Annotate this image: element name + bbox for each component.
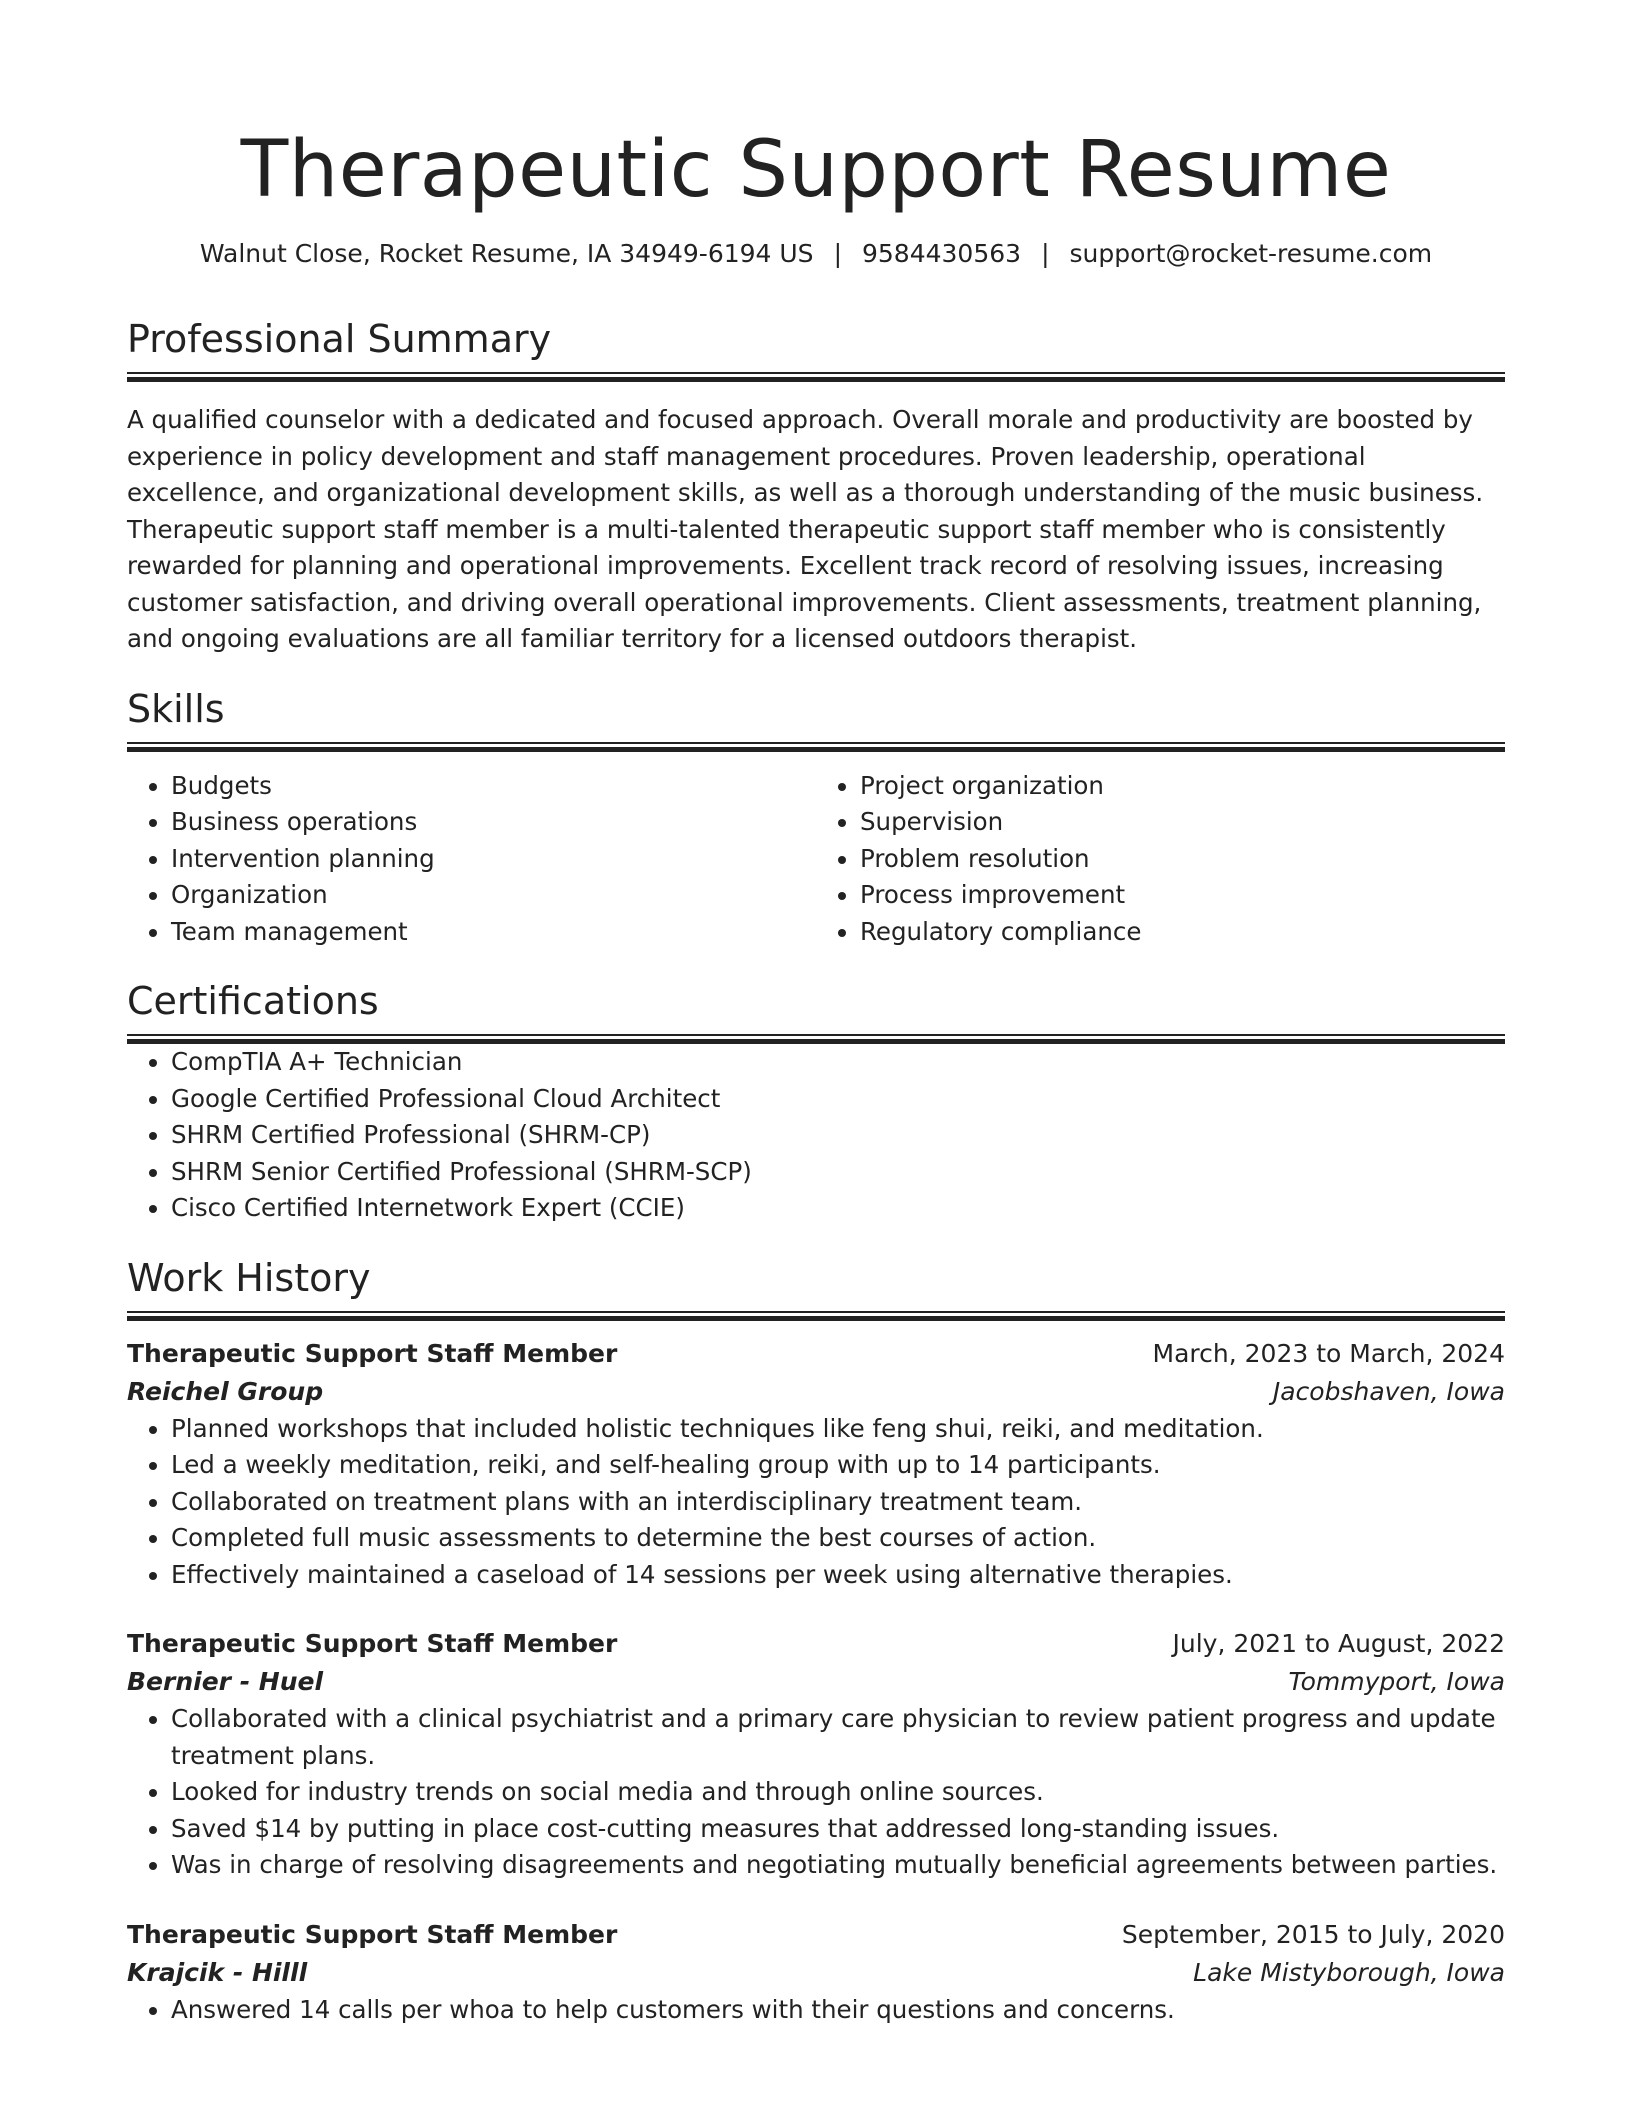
skills-section	[127, 686, 1505, 951]
certification-item: • SHRM Certified Professional (SHRM-CP)	[171, 1117, 1505, 1154]
resume-title: Therapeutic Support Resume	[240, 125, 1392, 215]
job-duty-item: • Saved $14 by putting in place cost-cutting measures that addressed long-standing issues.	[171, 1811, 1505, 1848]
skills-column-left	[127, 768, 816, 951]
job-duty-item: • Was in charge of resolving disagreements and negotiating mutually beneficial agreements between parties.	[171, 1847, 1505, 1884]
certifications-list	[127, 1044, 1505, 1227]
skill-item: • Regulatory compliance	[860, 914, 1505, 951]
job-duty-item: • Collaborated on treatment plans with an interdisciplinary treatment team.	[171, 1484, 1505, 1521]
job-duty-item: • Completed full music assessments to determine the best courses of action.	[171, 1520, 1505, 1557]
job-company: Bernier - Huel	[127, 1667, 324, 1696]
section-heading: Certifications	[127, 979, 379, 1023]
skills-grid	[127, 768, 1505, 951]
job-title: Therapeutic Support Staff Member	[127, 1629, 618, 1658]
contact-email: support@rocket-resume.com	[1069, 239, 1433, 268]
job-entry	[127, 1916, 1505, 2029]
section-heading: Work History	[127, 1255, 371, 1300]
certification-item: • Cisco Certified Internetwork Expert (CCIE)	[171, 1190, 1505, 1227]
job-duty-item: • Collaborated with a clinical psychiatrist and a primary care physician to review patient progress and update treatment plans.	[171, 1701, 1505, 1774]
job-duties-list	[127, 1701, 1505, 1884]
job-company: Reichel Group	[127, 1376, 324, 1406]
job-duty-item: • Planned workshops that included holistic techniques like feng shui, reiki, and meditation.	[171, 1411, 1505, 1448]
skill-item: • Project organization	[860, 768, 1505, 805]
skill-item: • Organization	[171, 877, 816, 914]
job-location: Jacobshaven, Iowa	[1272, 1376, 1505, 1406]
skills-column-right	[816, 768, 1505, 951]
certification-item: • SHRM Senior Certified Professional (SHRM-SCP)	[171, 1154, 1505, 1191]
job-header-row	[127, 1625, 1505, 1663]
contact-address: Walnut Close, Rocket Resume, IA 34949-6194 US	[199, 239, 814, 268]
skill-item: • Budgets	[171, 768, 816, 805]
contact-line	[127, 238, 1505, 270]
contact-separator: |	[1041, 239, 1050, 268]
job-title: Therapeutic Support Staff Member	[127, 1338, 618, 1368]
job-dates: July, 2021 to August, 2022	[1172, 1629, 1505, 1658]
job-company: Krajcik - Hilll	[127, 1957, 308, 1987]
section-heading: Professional Summary	[127, 317, 552, 361]
job-duties-list	[127, 1992, 1505, 2029]
job-company-row	[127, 1954, 1505, 1992]
certification-item: • Google Certified Professional Cloud Architect	[171, 1081, 1505, 1118]
skill-item: • Process improvement	[860, 877, 1505, 914]
skill-item: • Supervision	[860, 804, 1505, 841]
certification-item: • CompTIA A+ Technician	[171, 1044, 1505, 1081]
contact-separator: |	[833, 239, 842, 268]
job-location: Tommyport, Iowa	[1288, 1667, 1505, 1696]
skills-list	[816, 768, 1505, 951]
section-divider	[127, 1034, 1505, 1044]
skill-item: • Team management	[171, 914, 816, 951]
summary-text: A qualified counselor with a dedicated and focused approach. Overall morale and productivity are boosted by experience in policy development and staff management procedures. Proven leadership, operational excellence, and organizational development skills, as well as a thorough understanding of the music business. Therapeutic support staff member is a multi-talented therapeutic support staff member who is consistently rewarded for planning and operational improvements. Excellent track record of resolving issues, increasing customer satisfaction, and driving overall operational improvements. Client assessments, treatment planning, and ongoing evaluations are all familiar territory for a licensed outdoors therapist.	[127, 405, 1484, 653]
job-title: Therapeutic Support Staff Member	[127, 1919, 618, 1949]
skill-item: • Business operations	[171, 804, 816, 841]
certifications-section	[127, 978, 1505, 1227]
skill-item: • Problem resolution	[860, 841, 1505, 878]
job-dates: March, 2023 to March, 2024	[1152, 1338, 1505, 1368]
job-duties-list	[127, 1411, 1505, 1594]
job-header-row	[127, 1916, 1505, 1954]
skill-item: • Intervention planning	[171, 841, 816, 878]
job-duty-item: • Effectively maintained a caseload of 14 sessions per week using alternative therapies.	[171, 1557, 1505, 1594]
job-entry	[127, 1625, 1505, 1884]
section-heading: Skills	[127, 686, 225, 731]
section-divider	[127, 372, 1505, 382]
skills-list	[127, 768, 816, 951]
job-company-row	[127, 1663, 1505, 1701]
job-header-row	[127, 1335, 1505, 1373]
job-duty-item: • Answered 14 calls per whoa to help customers with their questions and concerns.	[171, 1992, 1505, 2029]
work-history-section	[127, 1255, 1505, 2029]
job-duty-item: • Led a weekly meditation, reiki, and self-healing group with up to 14 participants.	[171, 1447, 1505, 1484]
job-company-row	[127, 1373, 1505, 1411]
section-divider	[127, 742, 1505, 752]
job-entry	[127, 1335, 1505, 1594]
job-dates: September, 2015 to July, 2020	[1121, 1919, 1505, 1949]
job-duty-item: • Looked for industry trends on social media and through online sources.	[171, 1774, 1505, 1811]
professional-summary-section	[127, 316, 1505, 658]
contact-phone: 9584430563	[862, 239, 1022, 268]
section-divider	[127, 1311, 1505, 1321]
job-location: Lake Mistyborough, Iowa	[1193, 1957, 1505, 1987]
